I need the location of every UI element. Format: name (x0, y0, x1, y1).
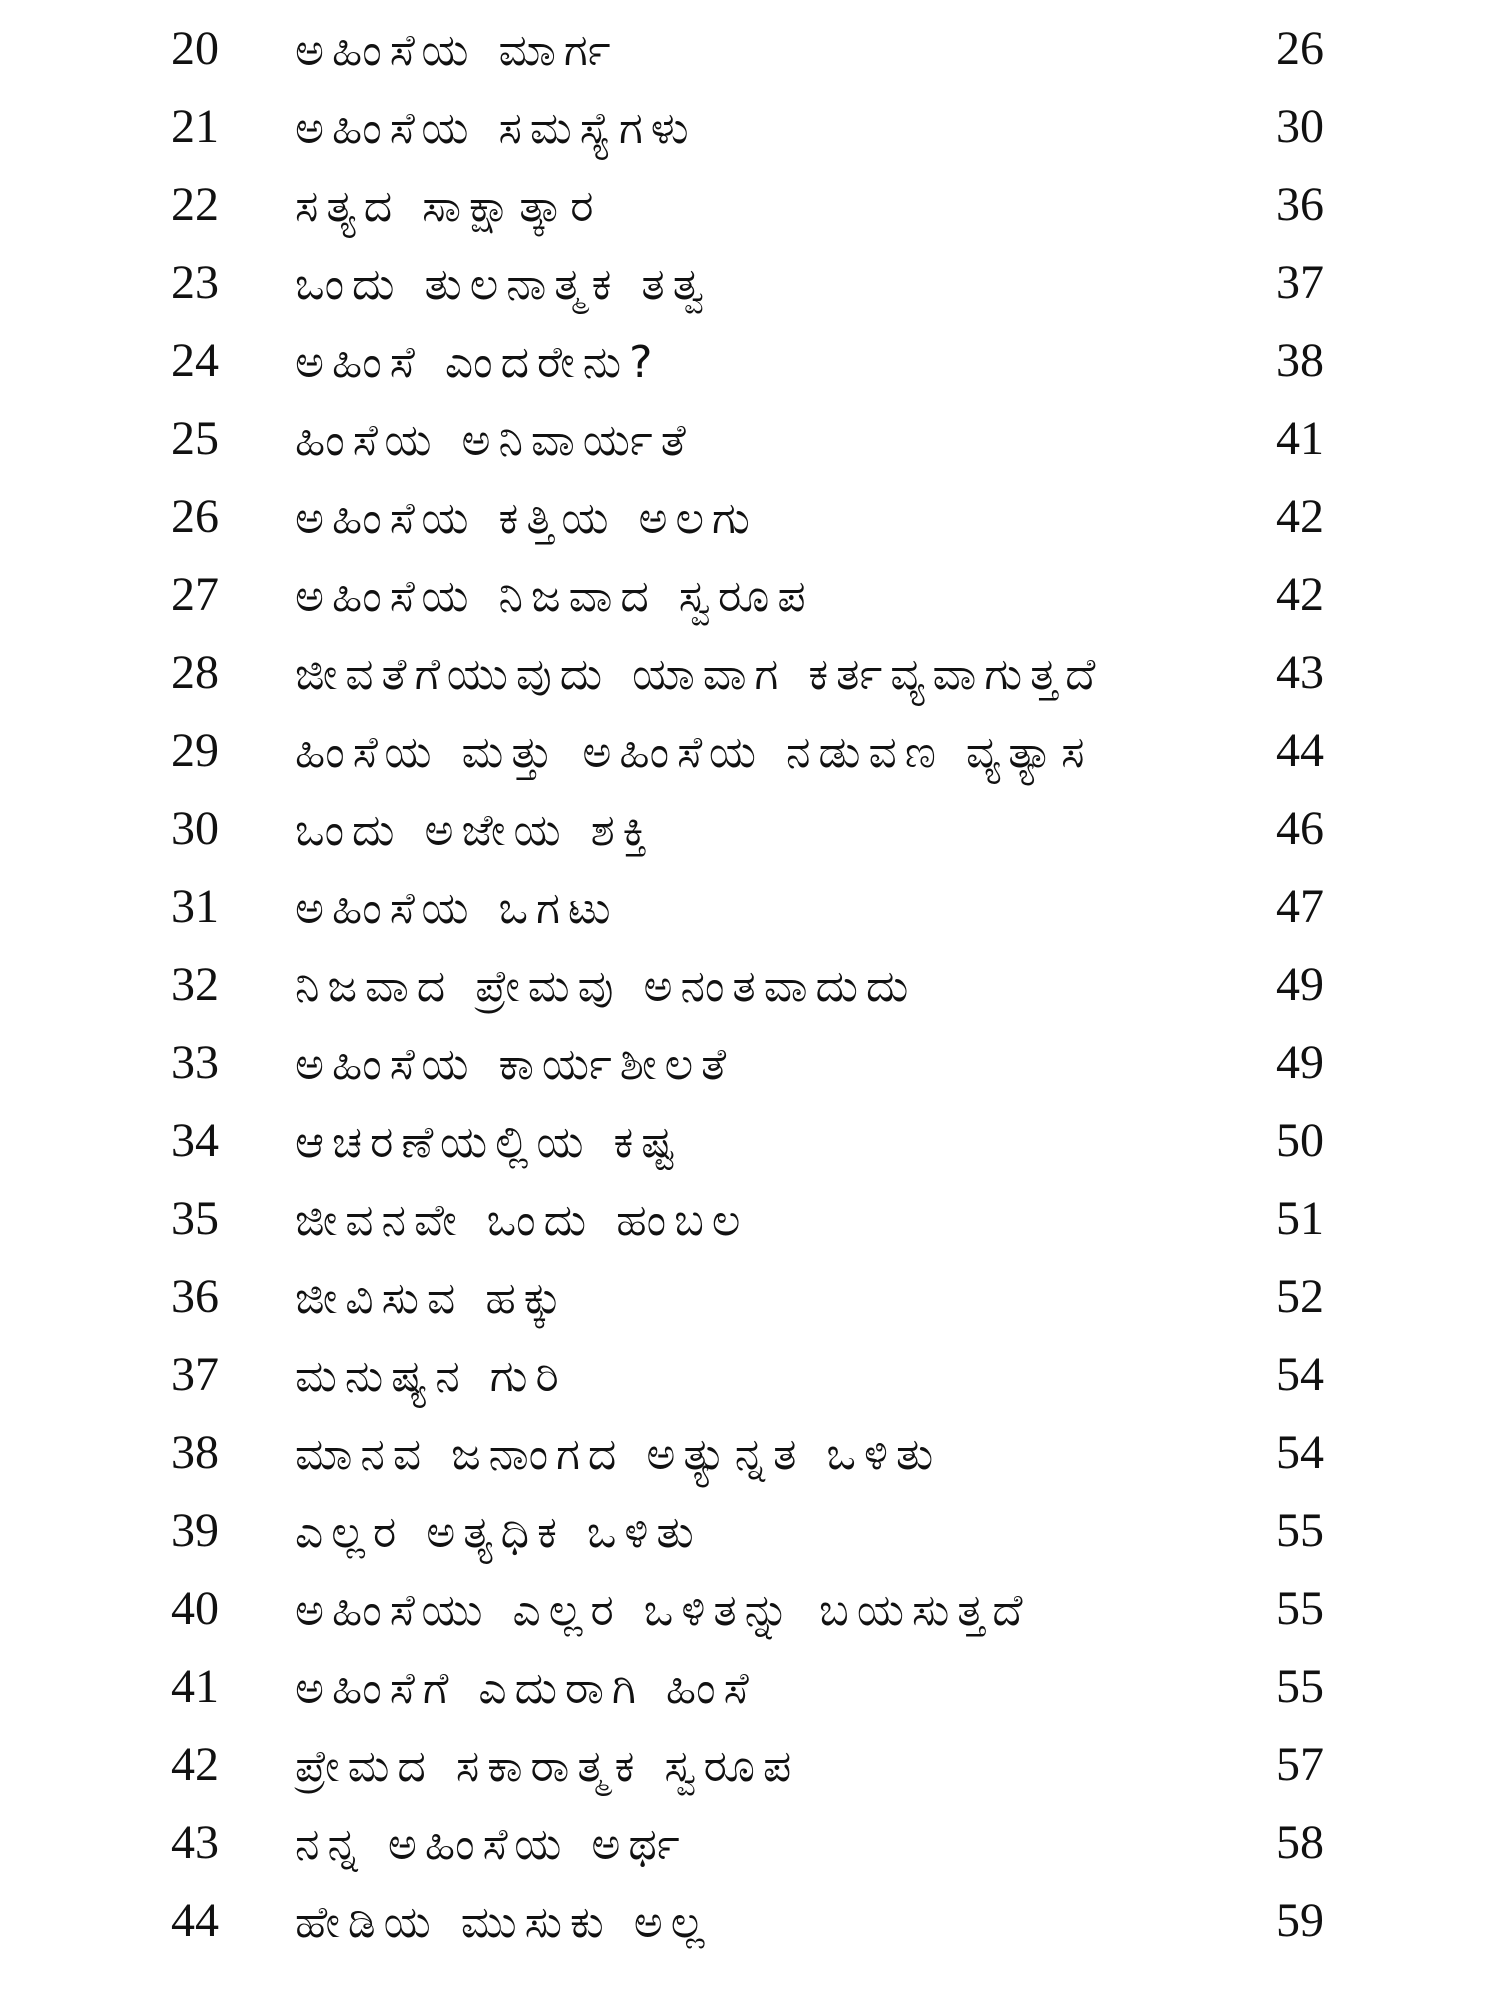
entry-page-number: 49 (1276, 1036, 1324, 1089)
entry-title: ಅಹಿಂಸೆಯು ಎಲ್ಲರ ಒಳಿತನ್ನು ಬಯಸುತ್ತದೆ (295, 1585, 1031, 1636)
toc-row (0, 868, 1500, 946)
entry-number: 21 (171, 100, 219, 153)
entry-number: 27 (171, 568, 219, 621)
entry-number: 38 (171, 1426, 219, 1479)
entry-page-number: 44 (1276, 724, 1324, 777)
entry-title: ಅಹಿಂಸೆಯ ಒಗಟು (295, 883, 619, 934)
entry-number: 23 (171, 256, 219, 309)
entry-page-number: 54 (1276, 1426, 1324, 1479)
entry-page-number: 52 (1276, 1270, 1324, 1323)
toc-row (0, 790, 1500, 868)
entry-title: ಅಹಿಂಸೆಯ ಕತ್ತಿಯ ಅಲಗು (295, 493, 758, 544)
toc-row (0, 10, 1500, 88)
entry-page-number: 47 (1276, 880, 1324, 933)
entry-page-number: 37 (1276, 256, 1324, 309)
entry-number: 34 (171, 1114, 219, 1167)
entry-title: ಜೀವಿಸುವ ಹಕ್ಕು (295, 1273, 570, 1324)
entry-title: ನನ್ನ ಅಹಿಂಸೆಯ ಅರ್ಥ (295, 1819, 688, 1870)
entry-number: 36 (171, 1270, 219, 1323)
entry-page-number: 41 (1276, 412, 1324, 465)
entry-number: 41 (171, 1660, 219, 1713)
entry-title: ಮಾನವ ಜನಾಂಗದ ಅತ್ಯುನ್ನತ ಒಳಿತು (295, 1429, 942, 1480)
toc-row (0, 1648, 1500, 1726)
entry-title: ಸತ್ಯದ ಸಾಕ್ಷಾತ್ಕಾರ (295, 181, 602, 232)
entry-number: 24 (171, 334, 219, 387)
toc-row (0, 712, 1500, 790)
entry-page-number: 30 (1276, 100, 1324, 153)
toc-row (0, 478, 1500, 556)
toc-row (0, 1258, 1500, 1336)
entry-title: ಹಿಂಸೆಯ ಮತ್ತು ಅಹಿಂಸೆಯ ನಡುವಣ ವ್ಯತ್ಯಾಸ (295, 727, 1093, 778)
entry-page-number: 55 (1276, 1504, 1324, 1557)
toc-row (0, 634, 1500, 712)
entry-title: ಜೀವನವೇ ಒಂದು ಹಂಬಲ (295, 1195, 749, 1246)
entry-page-number: 55 (1276, 1660, 1324, 1713)
entry-title: ಮನುಷ್ಯನ ಗುರಿ (295, 1351, 567, 1402)
toc-row (0, 1882, 1500, 1960)
toc-row (0, 400, 1500, 478)
toc-row (0, 1102, 1500, 1180)
toc-row (0, 244, 1500, 322)
entry-number: 31 (171, 880, 219, 933)
toc-row (0, 166, 1500, 244)
entry-number: 30 (171, 802, 219, 855)
toc-row (0, 1180, 1500, 1258)
entry-title: ಹೇಡಿಯ ಮುಸುಕು ಅಲ್ಲ (295, 1897, 713, 1948)
entry-page-number: 59 (1276, 1894, 1324, 1947)
entry-page-number: 43 (1276, 646, 1324, 699)
entry-title: ನಿಜವಾದ ಪ್ರೇಮವು ಅನಂತವಾದುದು (295, 961, 917, 1012)
entry-title: ಒಂದು ತುಲನಾತ್ಮಕ ತತ್ವ (295, 259, 712, 310)
entry-number: 26 (171, 490, 219, 543)
entry-title: ಪ್ರೇಮದ ಸಕಾರಾತ್ಮಕ ಸ್ವರೂಪ (295, 1741, 800, 1792)
entry-title: ಅಹಿಂಸೆ ಎಂದರೇನು? (295, 337, 661, 388)
toc-row (0, 1414, 1500, 1492)
toc-row (0, 1024, 1500, 1102)
entry-page-number: 50 (1276, 1114, 1324, 1167)
toc-row (0, 1570, 1500, 1648)
entry-page-number: 46 (1276, 802, 1324, 855)
entry-page-number: 51 (1276, 1192, 1324, 1245)
entry-number: 40 (171, 1582, 219, 1635)
entry-page-number: 42 (1276, 568, 1324, 621)
entry-title: ಎಲ್ಲರ ಅತ್ಯಧಿಕ ಒಳಿತು (295, 1507, 702, 1558)
entry-page-number: 57 (1276, 1738, 1324, 1791)
entry-page-number: 36 (1276, 178, 1324, 231)
entry-title: ಆಚರಣೆಯಲ್ಲಿಯ ಕಷ್ಟ (295, 1117, 683, 1168)
entry-number: 42 (171, 1738, 219, 1791)
toc-row (0, 1336, 1500, 1414)
entry-number: 35 (171, 1192, 219, 1245)
entry-title: ಅಹಿಂಸೆಯ ಸಮಸ್ಯೆಗಳು (295, 103, 697, 154)
entry-number: 29 (171, 724, 219, 777)
entry-number: 25 (171, 412, 219, 465)
entry-page-number: 58 (1276, 1816, 1324, 1869)
toc-row (0, 556, 1500, 634)
toc-row (0, 1804, 1500, 1882)
toc-row (0, 1492, 1500, 1570)
entry-number: 20 (171, 22, 219, 75)
entry-number: 22 (171, 178, 219, 231)
entry-title: ಅಹಿಂಸೆಯ ಮಾರ್ಗ (295, 25, 619, 76)
toc-row (0, 322, 1500, 400)
entry-title: ಅಹಿಂಸೆಯ ನಿಜವಾದ ಸ್ವರೂಪ (295, 571, 814, 622)
entry-page-number: 49 (1276, 958, 1324, 1011)
entry-title: ಅಹಿಂಸೆಗೆ ಎದುರಾಗಿ ಹಿಂಸೆ (295, 1663, 757, 1714)
entry-number: 44 (171, 1894, 219, 1947)
entry-page-number: 38 (1276, 334, 1324, 387)
entry-number: 28 (171, 646, 219, 699)
entry-page-number: 55 (1276, 1582, 1324, 1635)
entry-title: ಹಿಂಸೆಯ ಅನಿವಾರ್ಯತೆ (295, 415, 694, 466)
entry-title: ಅಹಿಂಸೆಯ ಕಾರ್ಯಶೀಲತೆ (295, 1039, 735, 1090)
entry-number: 37 (171, 1348, 219, 1401)
entry-title: ಒಂದು ಅಜೇಯ ಶಕ್ತಿ (295, 805, 656, 856)
entry-number: 33 (171, 1036, 219, 1089)
entry-title: ಜೀವತೆಗೆಯುವುದು ಯಾವಾಗ ಕರ್ತವ್ಯವಾಗುತ್ತದೆ (295, 649, 1104, 700)
toc-row (0, 88, 1500, 166)
entry-page-number: 26 (1276, 22, 1324, 75)
entry-page-number: 54 (1276, 1348, 1324, 1401)
entry-number: 32 (171, 958, 219, 1011)
toc-row (0, 1726, 1500, 1804)
entry-number: 39 (171, 1504, 219, 1557)
toc-row (0, 946, 1500, 1024)
entry-number: 43 (171, 1816, 219, 1869)
entry-page-number: 42 (1276, 490, 1324, 543)
